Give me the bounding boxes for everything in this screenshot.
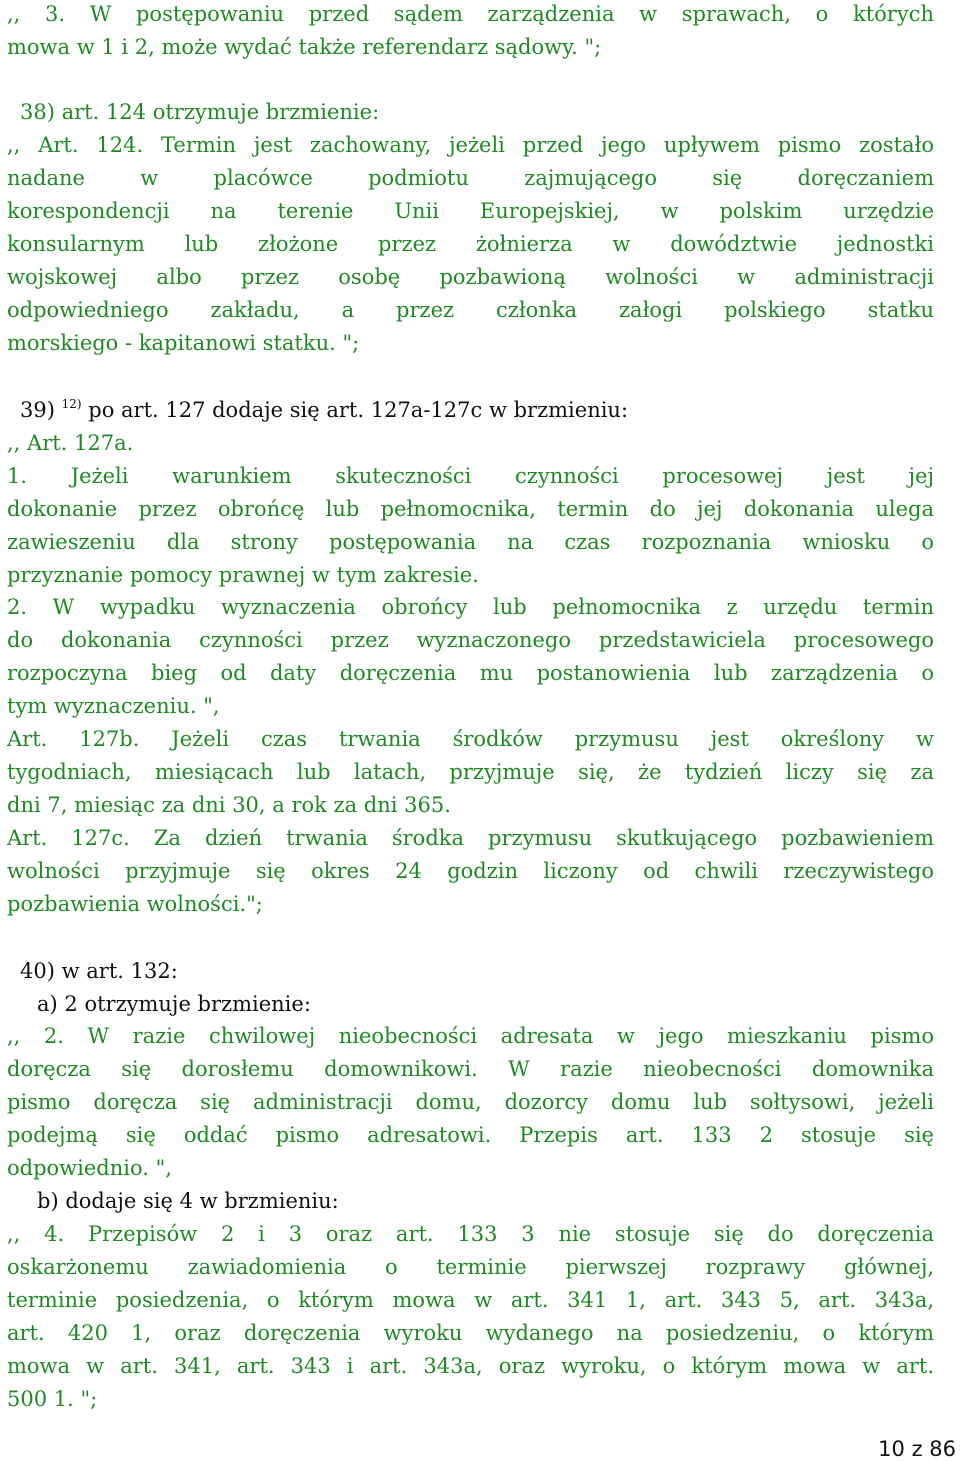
text-line: mowa w art. 341, art. 343 i art. 343a, oraz wyroku, o którym mowa w art. — [7, 1354, 934, 1378]
text-line: 38) art. 124 otrzymuje brzmienie: — [20, 100, 380, 124]
text-line: wojskowej albo przez osobę pozbawioną wolności w administracji — [7, 265, 934, 289]
text-line: 2. W wypadku wyznaczenia obrońcy lub pełnomocnika z urzędu termin — [7, 595, 934, 619]
list-item — [37, 1187, 934, 1215]
text-line: dokonanie przez obrońcę lub pełnomocnika, termin do jej dokonania ulega — [7, 497, 934, 521]
list-text: po art. 127 dodaje się art. 127a-127c w brzmieniu: — [88, 398, 629, 422]
text-line: nadane w placówce podmiotu zajmującego się doręczaniem — [7, 166, 934, 190]
text-line: art. 420 1, oraz doręczenia wyroku wydanego na posiedzeniu, o którym — [7, 1321, 934, 1345]
list-item — [37, 990, 934, 1018]
text-line: pozbawienia wolności."; — [7, 892, 263, 916]
text-line: ,, 2. W razie chwilowej nieobecności adresata w jego mieszkaniu pismo — [7, 1024, 934, 1048]
text-line: Art. 127c. Za dzień trwania środka przymusu skutkującego pozbawieniem — [7, 826, 934, 850]
footnote-ref: 12) — [61, 397, 82, 411]
text-line: tym wyznaczeniu. ", — [7, 694, 220, 718]
text-line: konsularnym lub złożone przez żołnierza w dowództwie jednostki — [7, 232, 934, 256]
list-number: 39) — [20, 398, 55, 422]
list-text: w art. 132: — [61, 959, 178, 983]
list-number: 40) — [20, 959, 55, 983]
text-line: ,, 4. Przepisów 2 i 3 oraz art. 133 3 nie stosuje się do doręczenia — [7, 1222, 934, 1246]
text-line: podejmą się oddać pismo adresatowi. Przepis art. 133 2 stosuje się — [7, 1123, 934, 1147]
text-line: terminie posiedzenia, o którym mowa w art. 341 1, art. 343 5, art. 343a, — [7, 1288, 934, 1312]
list-item — [20, 957, 934, 985]
text-line: pismo doręcza się administracji domu, dozorcy domu lub sołtysowi, jeżeli — [7, 1090, 934, 1114]
text-line: ,, Art. 127a. — [7, 431, 134, 455]
text-line: korespondencji na terenie Unii Europejskiej, w polskim urzędzie — [7, 199, 934, 223]
text-line: tygodniach, miesiącach lub latach, przyjmuje się, że tydzień liczy się za — [7, 760, 934, 784]
text-line: mowa w 1 i 2, może wydać także referendarz sądowy. "; — [7, 35, 602, 59]
text-line: rozpoczyna bieg od daty doręczenia mu postanowienia lub zarządzenia o — [7, 661, 934, 685]
list-item — [20, 396, 934, 427]
text-line: doręcza się dorosłemu domownikowi. W razie nieobecności domownika — [7, 1057, 934, 1081]
text-line: 500 1. "; — [7, 1387, 98, 1411]
text-line: morskiego - kapitanowi statku. "; — [7, 331, 360, 355]
text-line: wolności przyjmuje się okres 24 godzin liczony od chwili rzeczywistego — [7, 859, 934, 883]
page-number: 10 z 86 — [878, 1437, 956, 1461]
text-line: ,, Art. 124. Termin jest zachowany, jeżeli przed jego upływem pismo zostało — [7, 133, 934, 157]
text-line: do dokonania czynności przez wyznaczonego przedstawiciela procesowego — [7, 628, 934, 652]
text-line: zawieszeniu dla strony postępowania na czas rozpoznania wniosku o — [7, 530, 934, 554]
text-line: Art. 127b. Jeżeli czas trwania środków przymusu jest określony w — [7, 727, 934, 751]
text-line: 1. Jeżeli warunkiem skuteczności czynności procesowej jest jej — [7, 464, 934, 488]
list-text: 2 otrzymuje brzmienie: — [64, 992, 311, 1016]
text-line: przyznanie pomocy prawnej w tym zakresie. — [7, 563, 479, 587]
list-letter: b) — [37, 1189, 59, 1213]
text-line: oskarżonemu zawiadomienia o terminie pierwszej rozprawy głównej, — [7, 1255, 934, 1279]
text-line: dni 7, miesiąc za dni 30, a rok za dni 365. — [7, 793, 451, 817]
text-line: odpowiedniego zakładu, a przez członka załogi polskiego statku — [7, 298, 934, 322]
list-letter: a) — [37, 992, 58, 1016]
text-line: ,, 3. W postępowaniu przed sądem zarządzenia w sprawach, o których — [7, 2, 934, 26]
list-text: dodaje się 4 w brzmieniu: — [65, 1189, 339, 1213]
text-line: odpowiednio. ", — [7, 1156, 172, 1180]
